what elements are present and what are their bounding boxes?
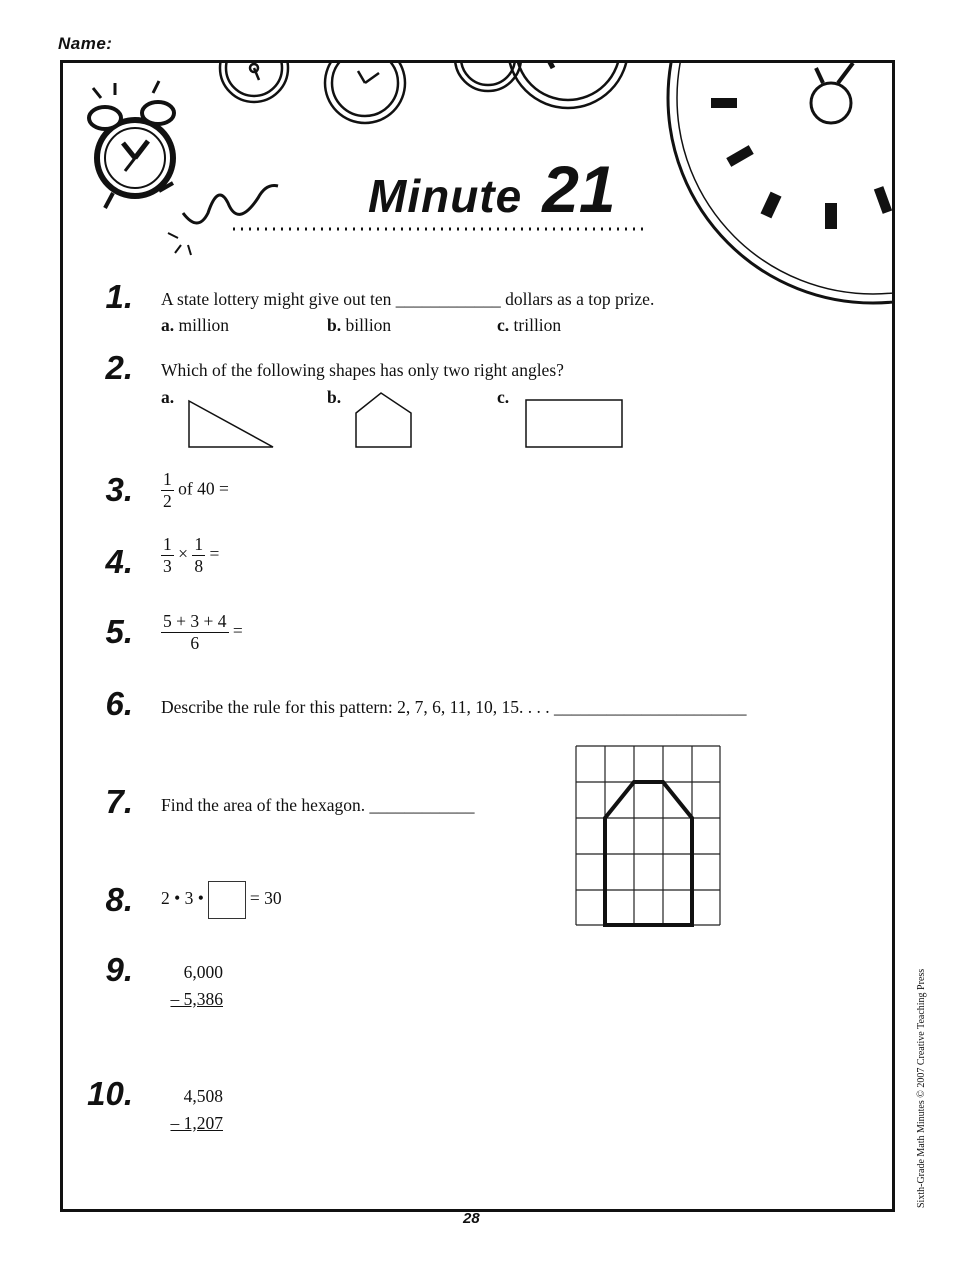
page-number: 28 xyxy=(463,1210,480,1227)
answer-box[interactable] xyxy=(208,881,246,919)
question-2-option-c: c. xyxy=(497,387,510,407)
question-2-text: Which of the following shapes has only two right angles? xyxy=(161,360,564,380)
question-number: 6. xyxy=(105,685,133,722)
question-number: 2. xyxy=(105,349,133,386)
question-1-option-c: c. trillion xyxy=(497,315,562,335)
question-10-subtraction: 4,508 – 1,207 xyxy=(170,1086,223,1133)
copyright-credit: Sixth-Grade Math Minutes © 2007 Creative Teaching Press xyxy=(916,968,927,1208)
question-4-expression: $\frac{1}{3}$ × $\frac{1}{8}$ = xyxy=(163,534,220,576)
title-word: Minute xyxy=(368,170,523,222)
question-number: 5. xyxy=(105,613,133,650)
worksheet-frame xyxy=(60,60,895,1212)
question-number: 7. xyxy=(105,783,133,820)
large-clock-icon xyxy=(668,63,892,303)
question-8-expression: 2 • 3 • = 30 xyxy=(161,881,282,919)
small-clock-icon xyxy=(325,63,405,123)
name-label: Name: xyxy=(58,34,113,53)
question-number: 3. xyxy=(105,471,133,508)
question-1-text: A state lottery might give out ten ____________ dollars as a top prize. xyxy=(161,289,655,309)
question-5-expression: $\frac{5 + 3 + 4}{6}$ = xyxy=(163,611,243,653)
hexagon-grid xyxy=(575,745,723,929)
question-number: 4. xyxy=(105,543,133,580)
question-1-option-b: b. billion xyxy=(327,315,392,335)
question-2-option-b: b. xyxy=(327,387,342,407)
question-3-expression: $\frac{1}{2}$ of 40 = xyxy=(163,469,229,511)
question-1-option-a: a. million xyxy=(161,315,230,335)
question-9-subtraction: 6,000 – 5,386 xyxy=(170,962,223,1009)
question-number: 1. xyxy=(105,278,133,315)
pentagon-shape xyxy=(356,393,411,447)
right-triangle-shape xyxy=(189,401,273,447)
question-number: 8. xyxy=(105,881,133,918)
question-7-text: Find the area of the hexagon. ____________ xyxy=(161,795,475,815)
small-clock-icon xyxy=(220,63,288,102)
title-number: 21 xyxy=(542,152,616,226)
question-6-text: Describe the rule for this pattern: 2, 7, 6, 11, 10, 15. . . . ______________________ xyxy=(161,697,747,717)
question-2-shapes xyxy=(63,383,663,453)
question-number: 9. xyxy=(105,951,133,988)
rectangle-shape xyxy=(526,400,622,447)
question-number: 10. xyxy=(87,1075,133,1112)
question-2-option-a: a. xyxy=(161,387,175,407)
page-title xyxy=(368,151,616,227)
small-clock-icon xyxy=(508,63,628,108)
